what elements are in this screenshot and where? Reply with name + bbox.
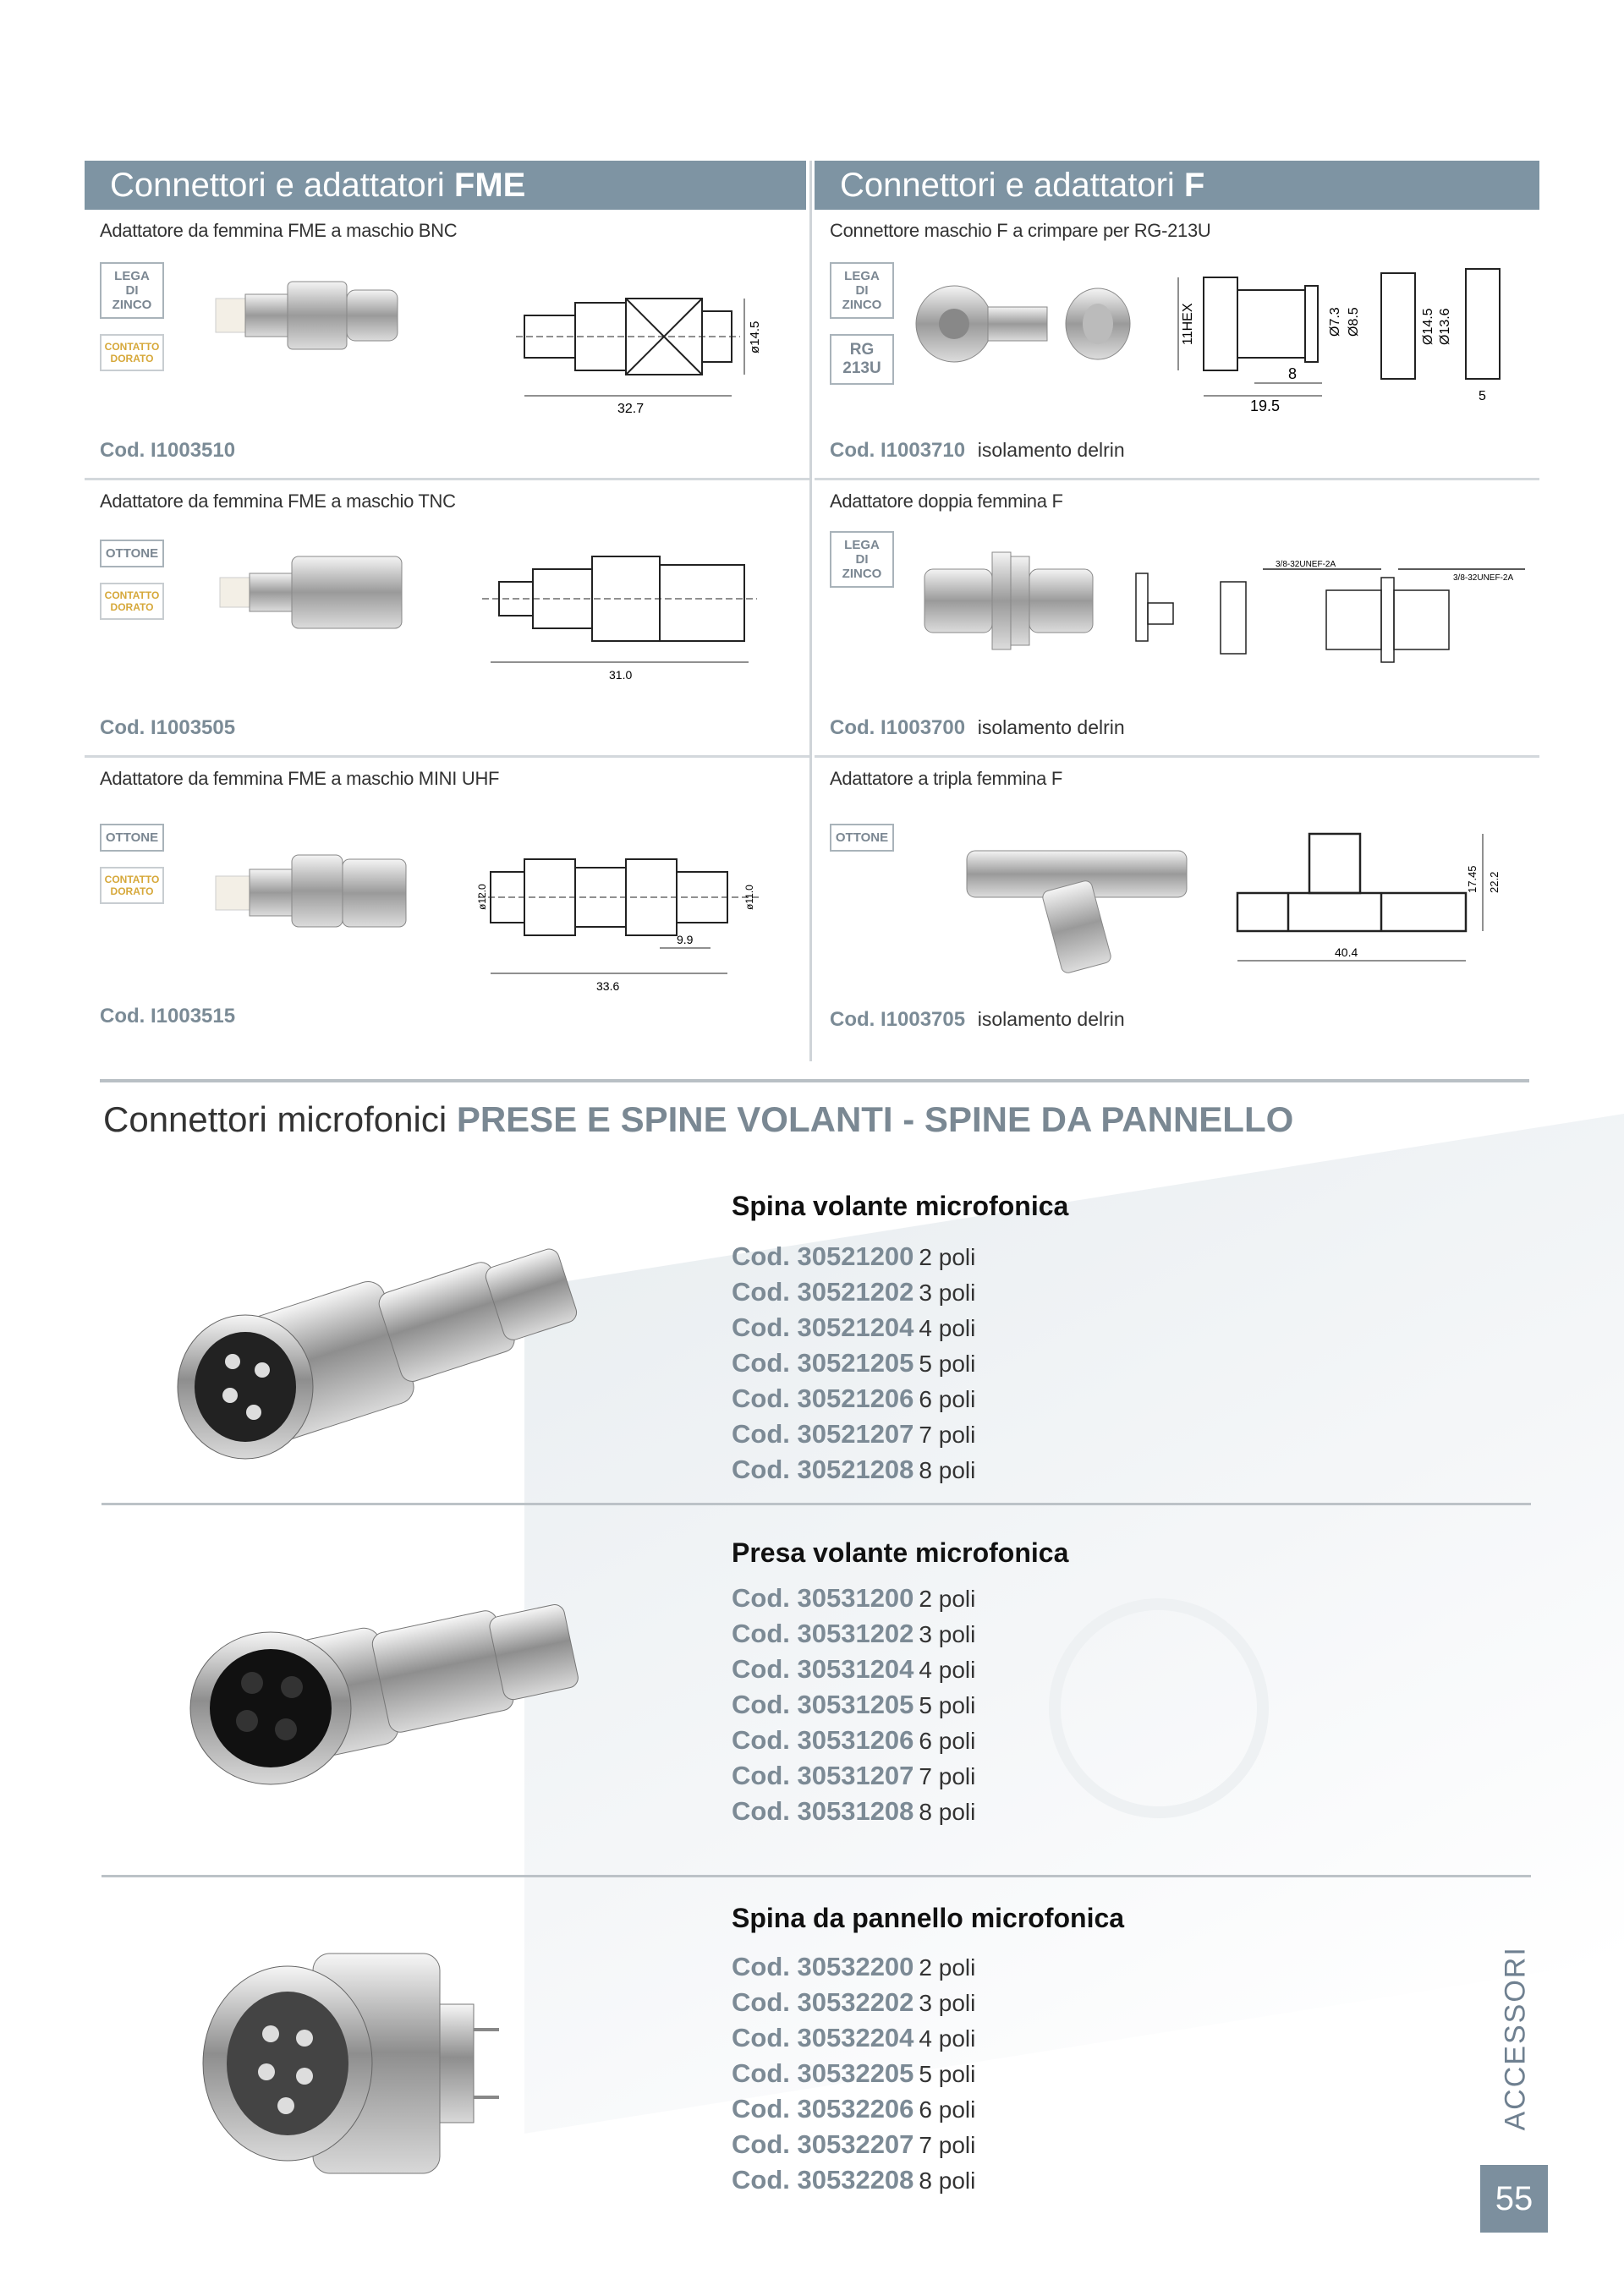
- dimension-label: Ø7.3: [1328, 307, 1342, 337]
- dimension-label: 19.5: [1250, 397, 1281, 414]
- code-list: [732, 1583, 975, 1832]
- poles-count: 3 poli: [919, 1280, 976, 1306]
- badge-ottone: OTTONE: [100, 540, 164, 567]
- product-photo-spina-volante: [152, 1201, 626, 1471]
- material-badges: [830, 531, 896, 603]
- poles-count: 2 poli: [919, 1244, 976, 1270]
- f-title-plain: Connettori e adattatori: [840, 167, 1184, 204]
- material-badges: [100, 262, 166, 386]
- insulation-note: isolamento delrin: [977, 1008, 1125, 1030]
- dimension-label: 3/8-32UNEF-2A: [1453, 573, 1514, 583]
- poles-count: 3 poli: [919, 1990, 976, 2016]
- code-value: Cod. 30532206: [732, 2094, 914, 2123]
- mic-group-presa-volante: [102, 1505, 1531, 1877]
- product-code: [830, 439, 1125, 463]
- product-photo-spina-pannello: [186, 1928, 541, 2207]
- section-divider: [100, 1079, 1529, 1082]
- material-badges: [830, 824, 896, 867]
- mic-heading: Spina volante microfonica: [732, 1191, 1069, 1221]
- dimension-label: 8: [1288, 365, 1298, 382]
- product-code: [100, 439, 235, 463]
- code-value: Cod. 30532207: [732, 2129, 914, 2159]
- code-row: [732, 1455, 975, 1490]
- cod-label: Cod.: [830, 1008, 875, 1031]
- code-value: Cod. 30521200: [732, 1241, 914, 1271]
- code-row: [732, 1796, 975, 1832]
- cod-label: Cod.: [100, 439, 145, 462]
- code-row: [732, 2058, 975, 2094]
- product-card-fme-tnc: [85, 480, 809, 758]
- product-photo-fme-mini-uhf: [211, 834, 414, 944]
- badge-ottone: OTTONE: [830, 824, 894, 852]
- badge-lega-di-zinco: LEGA DI ZINCO: [830, 531, 894, 588]
- code-value: Cod. 30532208: [732, 2165, 914, 2195]
- product-photo-fme-tnc: [211, 540, 406, 649]
- code-value: Cod. 30521207: [732, 1419, 914, 1449]
- insulation-note: isolamento delrin: [977, 716, 1125, 738]
- code-value: Cod. 30521204: [732, 1312, 914, 1342]
- code-value: I1003515: [151, 1005, 236, 1027]
- product-name: Adattatore da femmina FME a maschio MINI UHF: [100, 768, 500, 789]
- code-value: Cod. 30521208: [732, 1455, 914, 1484]
- code-row: [732, 1725, 975, 1761]
- product-photo-fme-bnc: [211, 252, 406, 379]
- product-photo-f-crimp: [908, 260, 1144, 387]
- product-code: [100, 1005, 235, 1028]
- code-value: Cod. 30531204: [732, 1654, 914, 1684]
- product-code: [100, 716, 235, 740]
- code-row: [732, 1348, 975, 1384]
- cod-label: Cod.: [100, 716, 145, 739]
- code-row: [732, 1987, 975, 2023]
- poles-count: 7 poli: [919, 2132, 976, 2158]
- badge-lega-di-zinco: LEGA DI ZINCO: [100, 262, 164, 319]
- cod-label: Cod.: [830, 716, 875, 739]
- insulation-note: isolamento delrin: [977, 439, 1125, 461]
- code-value: I1003510: [151, 439, 236, 462]
- poles-count: 7 poli: [919, 1763, 976, 1789]
- code-row: [732, 1241, 975, 1277]
- code-row: [732, 1583, 975, 1619]
- material-badges: [100, 824, 166, 919]
- microphone-section-title: [103, 1099, 1293, 1140]
- product-name: Adattatore da femmina FME a maschio BNC: [100, 220, 458, 241]
- poles-count: 2 poli: [919, 1586, 976, 1612]
- side-label-text: ACCESSORI: [1499, 1946, 1532, 2131]
- code-value: I1003710: [881, 439, 966, 462]
- dimension-label: 40.4: [1335, 945, 1358, 959]
- mic-title-plain: Connettori microfonici: [103, 1099, 457, 1139]
- code-value: Cod. 30531206: [732, 1725, 914, 1755]
- dimension-label: 32.7: [617, 402, 645, 416]
- poles-count: 6 poli: [919, 2096, 976, 2123]
- mic-title-bold: PRESE E SPINE VOLANTI - SPINE DA PANNELLO: [456, 1099, 1294, 1139]
- product-card-f-crimp: [815, 210, 1539, 480]
- badge-ottone: OTTONE: [100, 824, 164, 852]
- code-row: [732, 2094, 975, 2129]
- technical-drawing-f-crimp: [1170, 252, 1525, 421]
- code-row: [732, 2165, 975, 2200]
- technical-drawing-f-double-female: [1127, 556, 1533, 692]
- dimension-label: 22.2: [1488, 871, 1501, 893]
- badge-lega-di-zinco: LEGA DI ZINCO: [830, 262, 894, 319]
- product-name: Connettore maschio F a crimpare per RG-213U: [830, 220, 1211, 241]
- f-column: [815, 161, 1539, 1061]
- code-row: [732, 1384, 975, 1419]
- product-code: [830, 716, 1125, 740]
- code-row: [732, 2023, 975, 2058]
- code-row: [732, 1419, 975, 1455]
- dimension-label: 9.9: [677, 933, 694, 946]
- mic-heading: Presa volante microfonica: [732, 1537, 1069, 1568]
- code-value: Cod. 30531200: [732, 1583, 914, 1613]
- code-list: [732, 1241, 975, 1490]
- code-row: [732, 1619, 975, 1654]
- poles-count: 8 poli: [919, 2167, 976, 2194]
- product-name: Adattatore da femmina FME a maschio TNC: [100, 490, 456, 512]
- badge-contatto-dorato: CONTATTO DORATO: [100, 867, 164, 904]
- material-badges: [100, 540, 166, 635]
- code-value: Cod. 30531205: [732, 1690, 914, 1719]
- code-value: Cod. 30532200: [732, 1952, 914, 1981]
- poles-count: 2 poli: [919, 1954, 976, 1981]
- dimension-label: 17.45: [1466, 865, 1479, 893]
- product-card-fme-mini-uhf: [85, 758, 809, 1045]
- mic-group-spina-pannello: [102, 1877, 1531, 2233]
- code-value: Cod. 30531202: [732, 1619, 914, 1648]
- badge-contatto-dorato: CONTATTO DORATO: [100, 583, 164, 620]
- dimension-label: Ø8.5: [1347, 307, 1361, 337]
- poles-count: 7 poli: [919, 1422, 976, 1448]
- product-code: [830, 1008, 1125, 1032]
- code-row: [732, 1952, 975, 1987]
- dimension-label: 11HEX: [1181, 303, 1195, 345]
- code-value: I1003705: [881, 1008, 966, 1031]
- code-value: Cod. 30532204: [732, 2023, 914, 2052]
- product-name: Adattatore a tripla femmina F: [830, 768, 1062, 789]
- poles-count: 8 poli: [919, 1799, 976, 1825]
- code-row: [732, 1277, 975, 1312]
- poles-count: 4 poli: [919, 1315, 976, 1341]
- f-title-bold: F: [1183, 167, 1205, 204]
- product-card-f-triple-female: [815, 758, 1539, 1045]
- page-number: 55: [1480, 2165, 1548, 2233]
- product-name: Adattatore doppia femmina F: [830, 490, 1063, 512]
- dimension-label: 5: [1479, 389, 1486, 403]
- material-badges: [830, 262, 896, 400]
- code-value: Cod. 30532205: [732, 2058, 914, 2088]
- code-value: Cod. 30521202: [732, 1277, 914, 1307]
- code-value: I1003505: [151, 716, 236, 739]
- poles-count: 3 poli: [919, 1621, 976, 1647]
- badge-rg-213u: RG 213U: [830, 334, 894, 385]
- code-row: [732, 1690, 975, 1725]
- dimension-label: ø12.0: [476, 884, 488, 910]
- code-value: Cod. 30532202: [732, 1987, 914, 2017]
- code-value: Cod. 30521206: [732, 1384, 914, 1413]
- code-value: Cod. 30531207: [732, 1761, 914, 1790]
- technical-drawing-fme-tnc: [474, 548, 770, 692]
- product-photo-f-double-female: [916, 540, 1102, 666]
- code-row: [732, 1654, 975, 1690]
- fme-title-bold: FME: [453, 167, 526, 204]
- dimension-label: Ø14.5: [1421, 308, 1435, 345]
- adapter-grid: [85, 161, 1539, 1061]
- dimension-label: ø14.5: [748, 321, 762, 353]
- fme-title-plain: Connettori e adattatori: [110, 167, 454, 204]
- poles-count: 6 poli: [919, 1728, 976, 1754]
- product-card-f-double-female: [815, 480, 1539, 758]
- product-photo-presa-volante: [152, 1548, 626, 1818]
- poles-count: 4 poli: [919, 1657, 976, 1683]
- code-list: [732, 1952, 975, 2200]
- dimension-label: 3/8-32UNEF-2A: [1276, 560, 1336, 569]
- code-value: I1003700: [881, 716, 966, 739]
- cod-label: Cod.: [100, 1005, 145, 1027]
- dimension-label: ø11.0: [743, 885, 755, 910]
- product-card-fme-bnc: [85, 210, 809, 480]
- dimension-label: 31.0: [609, 668, 633, 682]
- badge-contatto-dorato: CONTATTO DORATO: [100, 334, 164, 371]
- code-row: [732, 1312, 975, 1348]
- code-value: Cod. 30521205: [732, 1348, 914, 1378]
- poles-count: 6 poli: [919, 1386, 976, 1412]
- poles-count: 4 poli: [919, 2025, 976, 2052]
- mic-group-spina-volante: [102, 1175, 1531, 1505]
- code-row: [732, 2129, 975, 2165]
- technical-drawing-fme-mini-uhf: [474, 842, 778, 995]
- poles-count: 5 poli: [919, 1351, 976, 1377]
- poles-count: 8 poli: [919, 1457, 976, 1483]
- fme-section-header: [85, 161, 809, 210]
- dimension-label: 33.6: [596, 979, 620, 993]
- code-row: [732, 1761, 975, 1796]
- technical-drawing-fme-bnc: [508, 277, 770, 421]
- dimension-label: Ø13.6: [1438, 308, 1452, 345]
- fme-column: [85, 161, 812, 1061]
- code-value: Cod. 30531208: [732, 1796, 914, 1826]
- cod-label: Cod.: [830, 439, 875, 462]
- poles-count: 5 poli: [919, 2061, 976, 2087]
- product-photo-f-triple-female: [958, 825, 1195, 978]
- section-side-label: [1490, 1946, 1541, 2131]
- mic-heading: Spina da pannello microfonica: [732, 1903, 1125, 1933]
- f-section-header: [815, 161, 1539, 210]
- technical-drawing-f-triple-female: [1229, 825, 1517, 995]
- poles-count: 5 poli: [919, 1692, 976, 1718]
